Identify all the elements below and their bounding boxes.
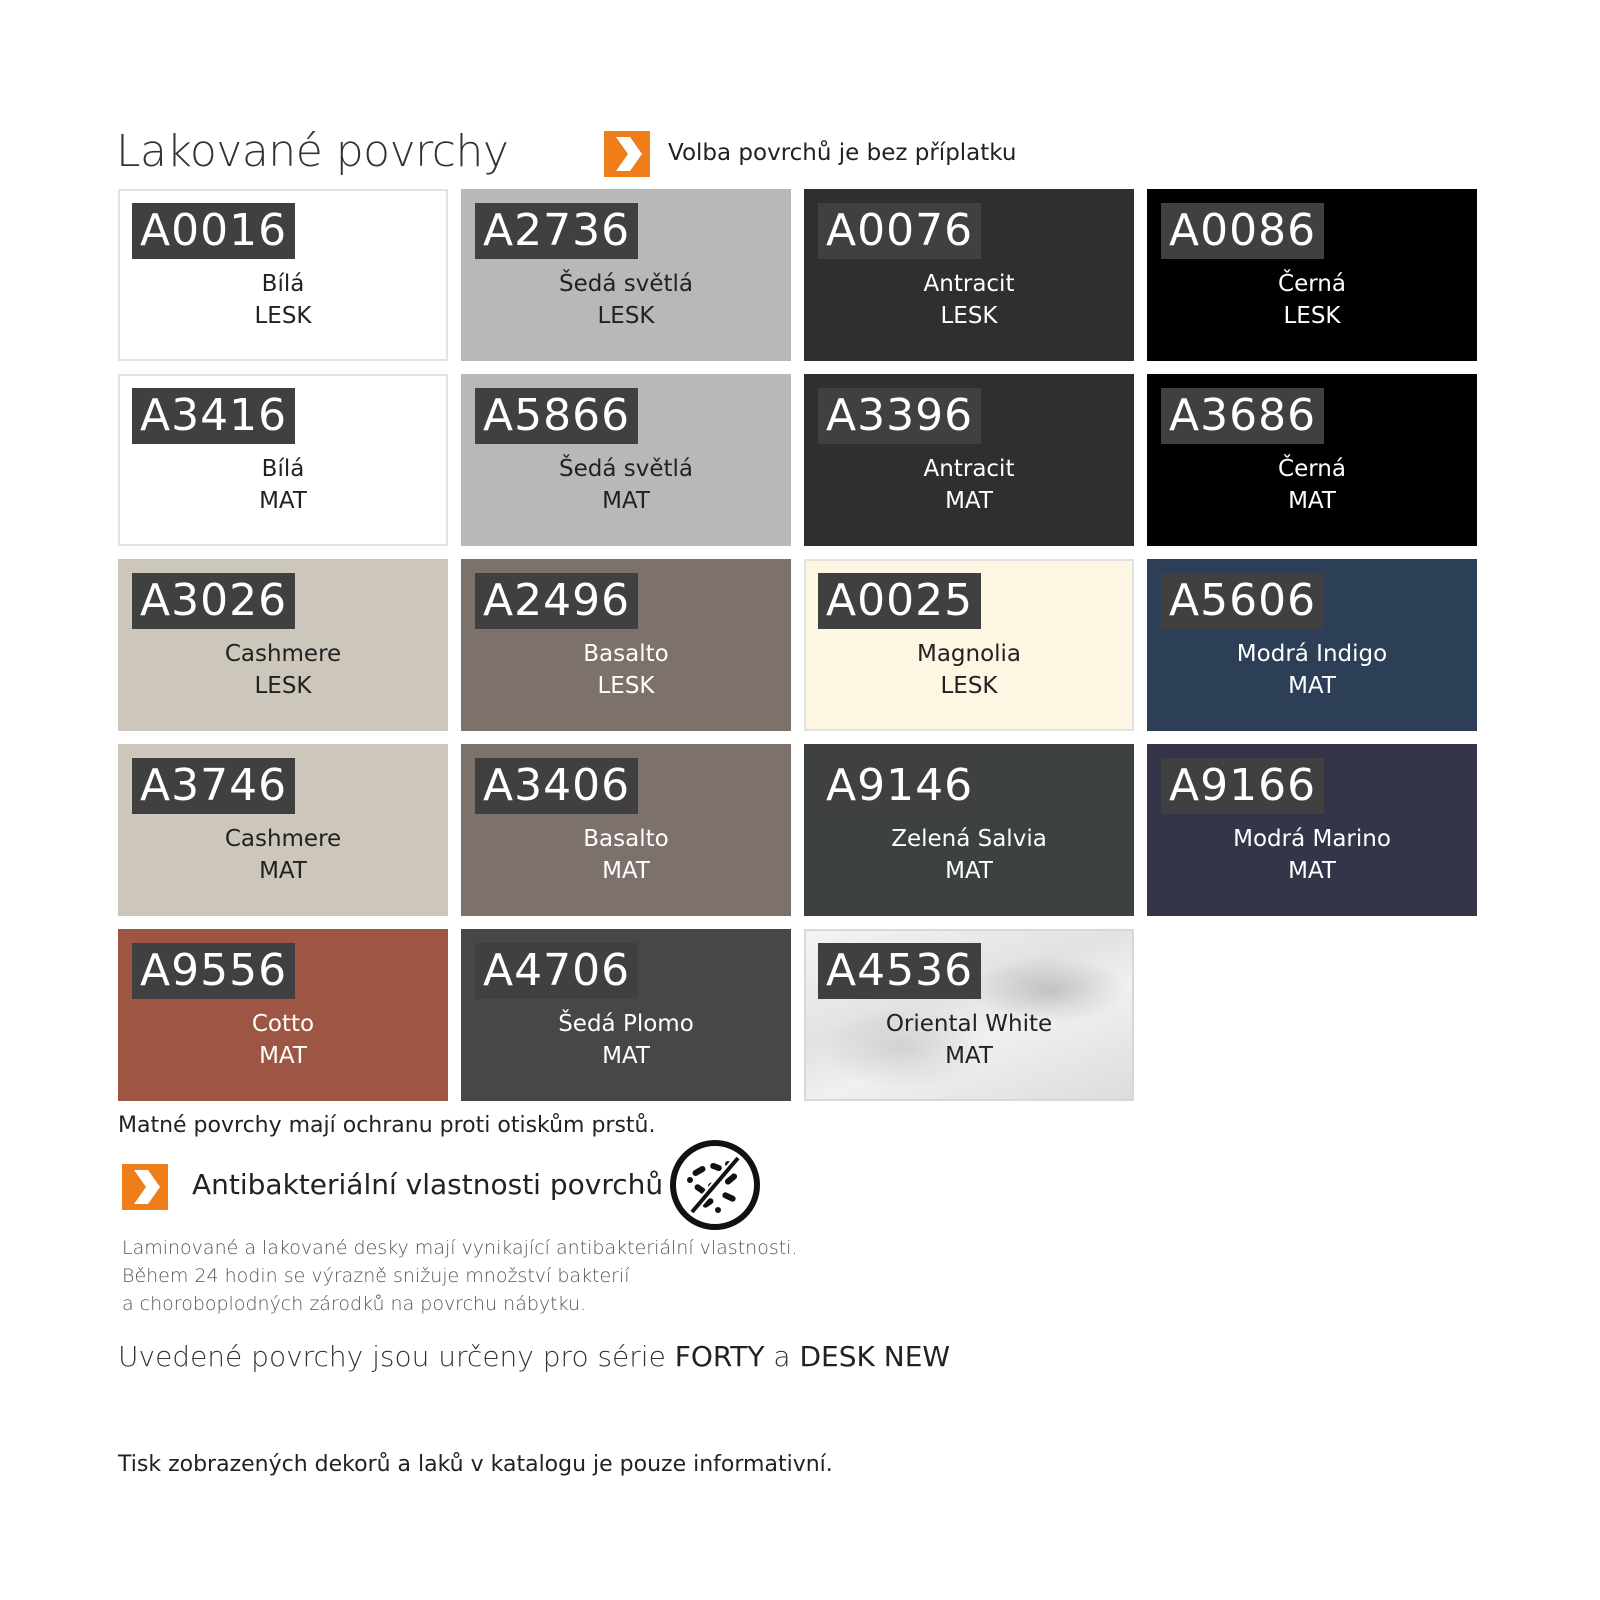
- swatch-code: A9166: [1161, 758, 1324, 814]
- swatch-finish: MAT: [1288, 673, 1336, 699]
- swatch-tile: [118, 189, 448, 361]
- swatch-name: Modrá Indigo: [1236, 641, 1388, 667]
- swatch-name: Antracit: [923, 271, 1015, 297]
- swatch-name: Cotto: [251, 1011, 315, 1037]
- swatch-finish: MAT: [1288, 858, 1336, 884]
- disclaimer: Tisk zobrazených dekorů a laků v katalogu je pouze informativní.: [118, 1452, 833, 1477]
- series-prefix: Uvedené povrchy jsou určeny pro série: [118, 1340, 666, 1373]
- swatch-code: A9146: [818, 758, 981, 814]
- swatch-tile: [1147, 559, 1477, 731]
- swatch-tile: [804, 559, 1134, 731]
- swatch-finish: MAT: [1288, 488, 1336, 514]
- swatch-name: Šedá světlá: [558, 271, 693, 297]
- swatch-finish: MAT: [259, 858, 307, 884]
- swatch-code: A3026: [132, 573, 295, 629]
- swatch-code: A0016: [132, 203, 295, 259]
- chevron-right-icon: [604, 131, 650, 177]
- swatch-tile: [804, 929, 1134, 1101]
- swatch-code: A0086: [1161, 203, 1324, 259]
- swatch-name: Černá: [1278, 456, 1346, 482]
- swatch-finish: MAT: [602, 488, 650, 514]
- swatch-finish: LESK: [597, 673, 655, 699]
- swatch-tile: [461, 929, 791, 1101]
- swatch-name: Bílá: [261, 456, 305, 482]
- swatch-tile: [804, 374, 1134, 546]
- swatch-finish: MAT: [945, 858, 993, 884]
- swatch-tile: [1147, 189, 1477, 361]
- swatch-name: Bílá: [261, 271, 305, 297]
- swatch-name: Zelená Salvia: [891, 826, 1047, 852]
- series-desk-new: DESK NEW: [799, 1340, 951, 1373]
- swatch-finish: LESK: [597, 303, 655, 329]
- swatch-code: A2736: [475, 203, 638, 259]
- swatch-name: Basalto: [583, 641, 669, 667]
- swatch-code: A0025: [818, 573, 981, 629]
- swatch-code: A5866: [475, 388, 638, 444]
- series-forty: FORTY: [674, 1340, 765, 1373]
- swatch-name: Šedá světlá: [558, 456, 693, 482]
- swatch-tile: [118, 744, 448, 916]
- swatch-tile: [1147, 374, 1477, 546]
- swatch-name: Cashmere: [224, 641, 342, 667]
- swatch-finish: LESK: [254, 673, 312, 699]
- swatch-code: A3416: [132, 388, 295, 444]
- swatch-name: Oriental White: [885, 1011, 1053, 1037]
- swatch-tile: [118, 374, 448, 546]
- swatch-tile: [804, 744, 1134, 916]
- swatch-finish: LESK: [254, 303, 312, 329]
- swatch-tile: [461, 559, 791, 731]
- swatch-name: Modrá Marino: [1233, 826, 1391, 852]
- swatch-finish: MAT: [945, 488, 993, 514]
- swatch-tile: [118, 559, 448, 731]
- swatch-tile: [1147, 744, 1477, 916]
- swatch-tile: [461, 374, 791, 546]
- swatch-finish: LESK: [940, 673, 998, 699]
- swatch-name: Cashmere: [224, 826, 342, 852]
- swatch-name: Basalto: [583, 826, 669, 852]
- swatch-code: A5606: [1161, 573, 1324, 629]
- swatch-tile: [118, 929, 448, 1101]
- swatch-name: Magnolia: [916, 641, 1022, 667]
- page-title: Lakované povrchy: [116, 126, 509, 177]
- swatch-code: A3396: [818, 388, 981, 444]
- swatch-finish: LESK: [1283, 303, 1341, 329]
- swatch-name: Šedá Plomo: [558, 1011, 694, 1037]
- swatch-name: Černá: [1278, 271, 1346, 297]
- antibacterial-line: Během 24 hodin se výrazně snižuje množství bakterií: [122, 1265, 630, 1287]
- swatch-finish: MAT: [945, 1043, 993, 1069]
- swatch-code: A3406: [475, 758, 638, 814]
- antibacterial-line: a choroboplodných zárodků na povrchu nábytku.: [122, 1293, 587, 1315]
- swatch-tile: [461, 744, 791, 916]
- matte-note: Matné povrchy mají ochranu proti otiskům prstů.: [118, 1113, 656, 1138]
- chevron-right-icon: [122, 1164, 168, 1210]
- swatch-code: A9556: [132, 943, 295, 999]
- swatch-finish: MAT: [259, 488, 307, 514]
- swatch-code: A3686: [1161, 388, 1324, 444]
- series-note: [118, 1340, 950, 1373]
- swatch-code: A4536: [818, 943, 981, 999]
- series-and: a: [773, 1340, 791, 1373]
- swatch-tile: [461, 189, 791, 361]
- antibacterial-title: Antibakteriální vlastnosti povrchů: [192, 1168, 664, 1201]
- swatch-finish: MAT: [602, 858, 650, 884]
- antibacterial-description: [122, 1234, 797, 1318]
- swatch-finish: MAT: [259, 1043, 307, 1069]
- swatch-name: Antracit: [923, 456, 1015, 482]
- swatch-code: A4706: [475, 943, 638, 999]
- antibacterial-line: Laminované a lakované desky mají vynikající antibakteriální vlastnosti.: [122, 1237, 798, 1259]
- swatch-code: A3746: [132, 758, 295, 814]
- swatch-tile: [804, 189, 1134, 361]
- swatch-code: A0076: [818, 203, 981, 259]
- swatch-finish: LESK: [940, 303, 998, 329]
- no-bacteria-icon: [668, 1138, 762, 1236]
- surcharge-note: Volba povrchů je bez příplatku: [668, 140, 1017, 166]
- swatch-code: A2496: [475, 573, 638, 629]
- swatch-finish: MAT: [602, 1043, 650, 1069]
